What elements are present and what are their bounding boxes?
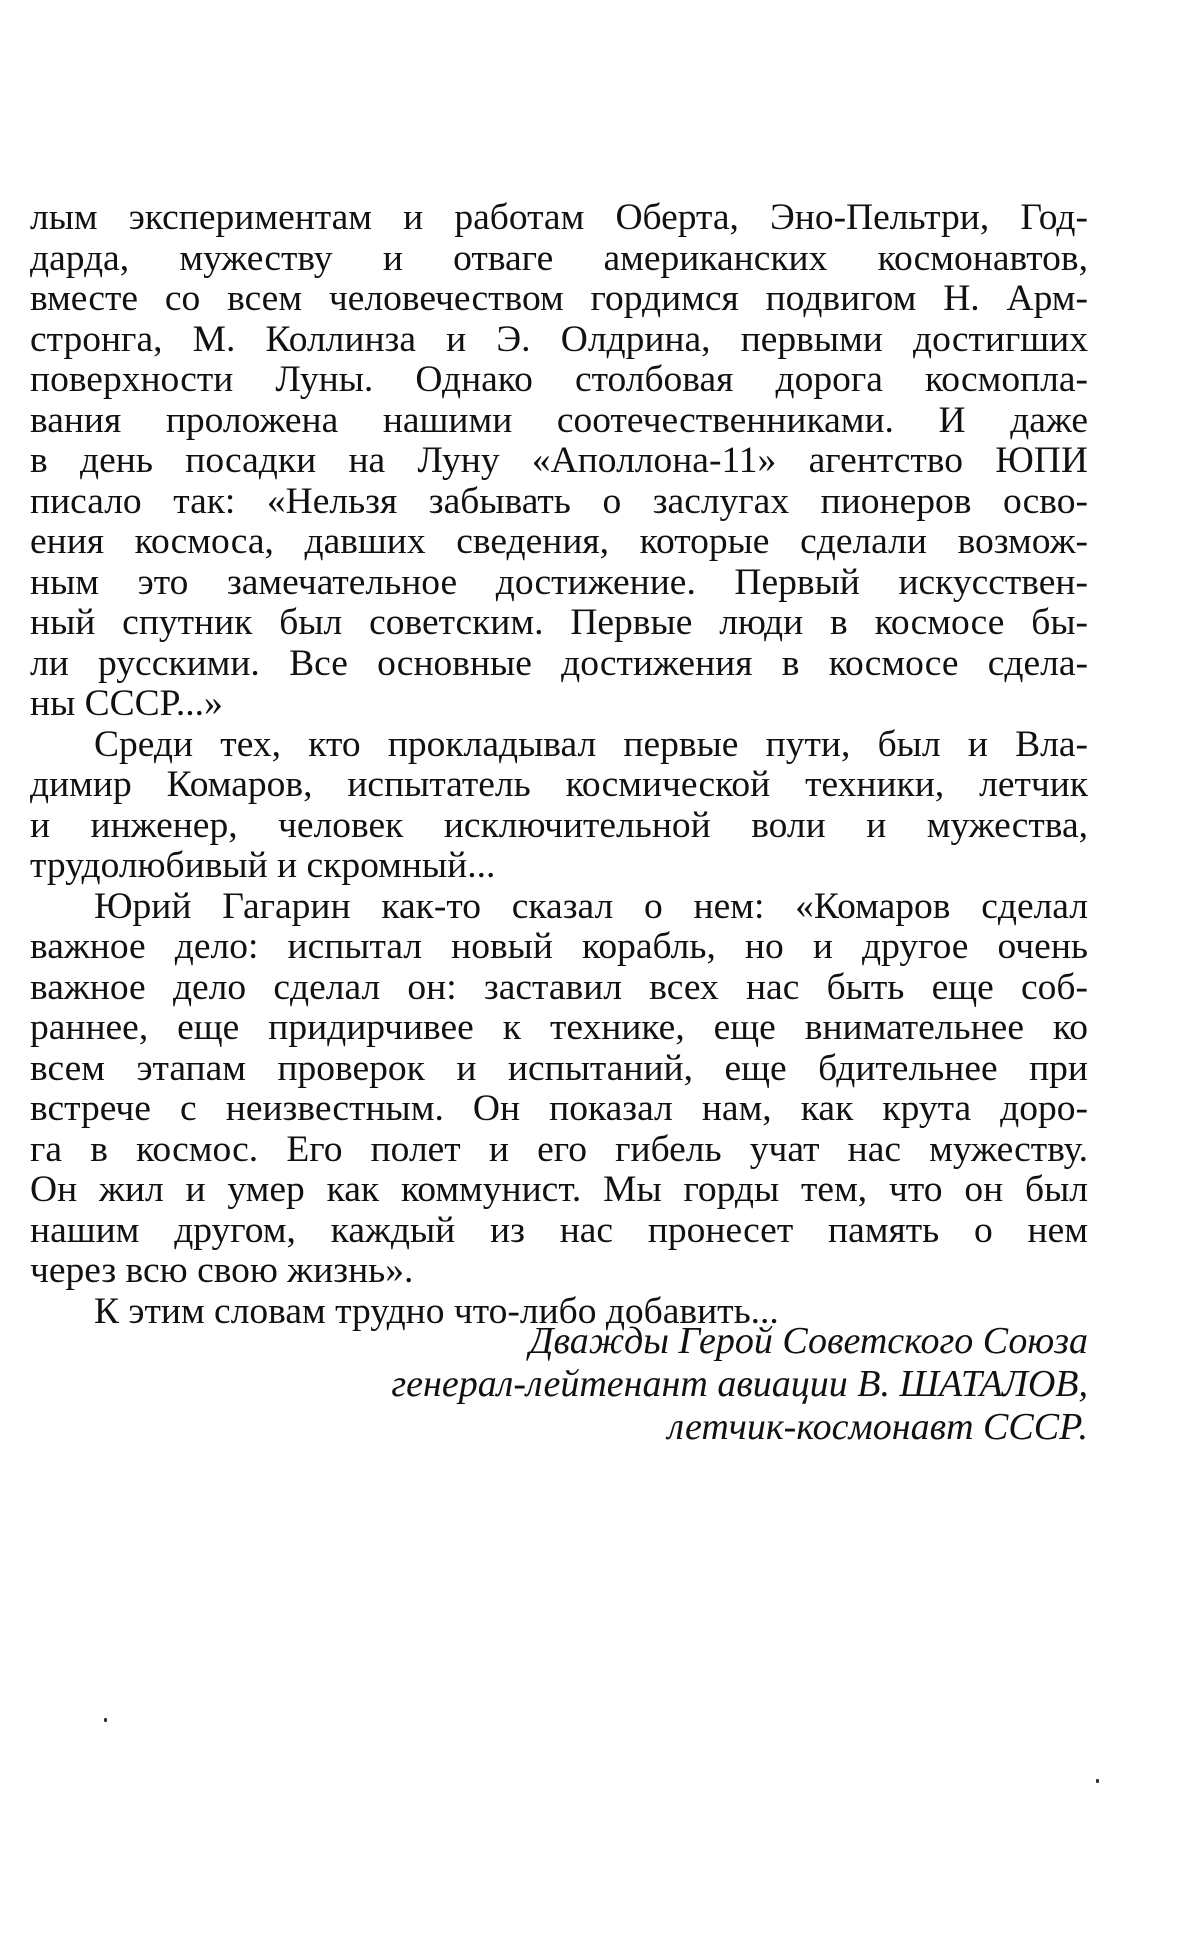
text-line: важное дело сделал он: заставил всех нас быть еще соб- <box>30 966 1088 1008</box>
text-line: встрече с неизвестным. Он показал нам, как крута доро- <box>30 1088 1088 1129</box>
paragraph-2 <box>30 725 1088 887</box>
print-speck <box>104 1718 107 1722</box>
text-line: поверхности Луны. Однако столбовая дорога космопла- <box>30 359 1088 400</box>
signature-block <box>30 1320 1088 1449</box>
text-line: ным это замечательное достижение. Первый искусствен- <box>30 561 1088 603</box>
text-line: Он жил и умер как коммунист. Мы горды тем, что он был <box>30 1169 1088 1210</box>
text-line: ны СССР...» <box>30 683 223 724</box>
text-line: стронга, М. Коллинза и Э. Олдрина, первыми достигших <box>30 318 1088 360</box>
text-line: Юрий Гагарин как-то сказал о нем: «Комаров сделал <box>94 885 1088 927</box>
page-body <box>30 197 1088 1448</box>
signature-title: Дважды Герой Советского Союза <box>529 1320 1088 1362</box>
text-line: К этим словам трудно что-либо добавить... <box>94 1290 779 1332</box>
paragraph-3 <box>30 887 1088 1292</box>
signature-rank-name: генерал-лейтенант авиации В. ШАТАЛОВ, <box>391 1363 1088 1405</box>
text-line: лым экспериментам и работам Оберта, Эно-Пельтри, Год- <box>30 197 1088 238</box>
print-speck <box>1096 1779 1099 1783</box>
text-line: через всю свою жизнь». <box>30 1250 414 1291</box>
text-line: дарда, мужеству и отваге американских космонавтов, <box>30 237 1088 279</box>
text-line: писало так: «Нельзя забывать о заслугах пионеров осво- <box>30 480 1088 522</box>
text-line: и инженер, человек исключительной воли и мужества, <box>30 804 1088 846</box>
text-line: раннее, еще придирчивее к технике, еще внимательнее ко <box>30 1007 1088 1048</box>
paragraph-1 <box>30 198 1088 725</box>
text-line: трудолюбивый и скромный... <box>30 845 496 886</box>
text-line: Среди тех, кто прокладывал первые пути, был и Вла- <box>94 723 1088 765</box>
text-line: вместе со всем человечеством гордимся подвигом Н. Арм- <box>30 278 1088 319</box>
text-line: всем этапам проверок и испытаний, еще бдительнее при <box>30 1047 1088 1089</box>
text-line: нашим другом, каждый из нас пронесет память о нем <box>30 1209 1088 1251</box>
text-line: важное дело: испытал новый корабль, но и другое очень <box>30 926 1088 967</box>
text-line: ения космоса, давших сведения, которые сделали возмож- <box>30 521 1088 562</box>
text-line: вания проложена нашими соотечественниками. И даже <box>30 399 1088 441</box>
text-line: ный спутник был советским. Первые люди в космосе бы- <box>30 602 1088 643</box>
text-line: га в космос. Его полет и его гибель учат нас мужеству. <box>30 1128 1088 1170</box>
text-line: ли русскими. Все основные достижения в космосе сдела- <box>30 642 1088 684</box>
text-line: в день посадки на Луну «Аполлона-11» агентство ЮПИ <box>30 440 1088 481</box>
text-line: димир Комаров, испытатель космической техники, летчик <box>30 764 1088 805</box>
signature-position: летчик-космонавт СССР. <box>667 1406 1088 1448</box>
